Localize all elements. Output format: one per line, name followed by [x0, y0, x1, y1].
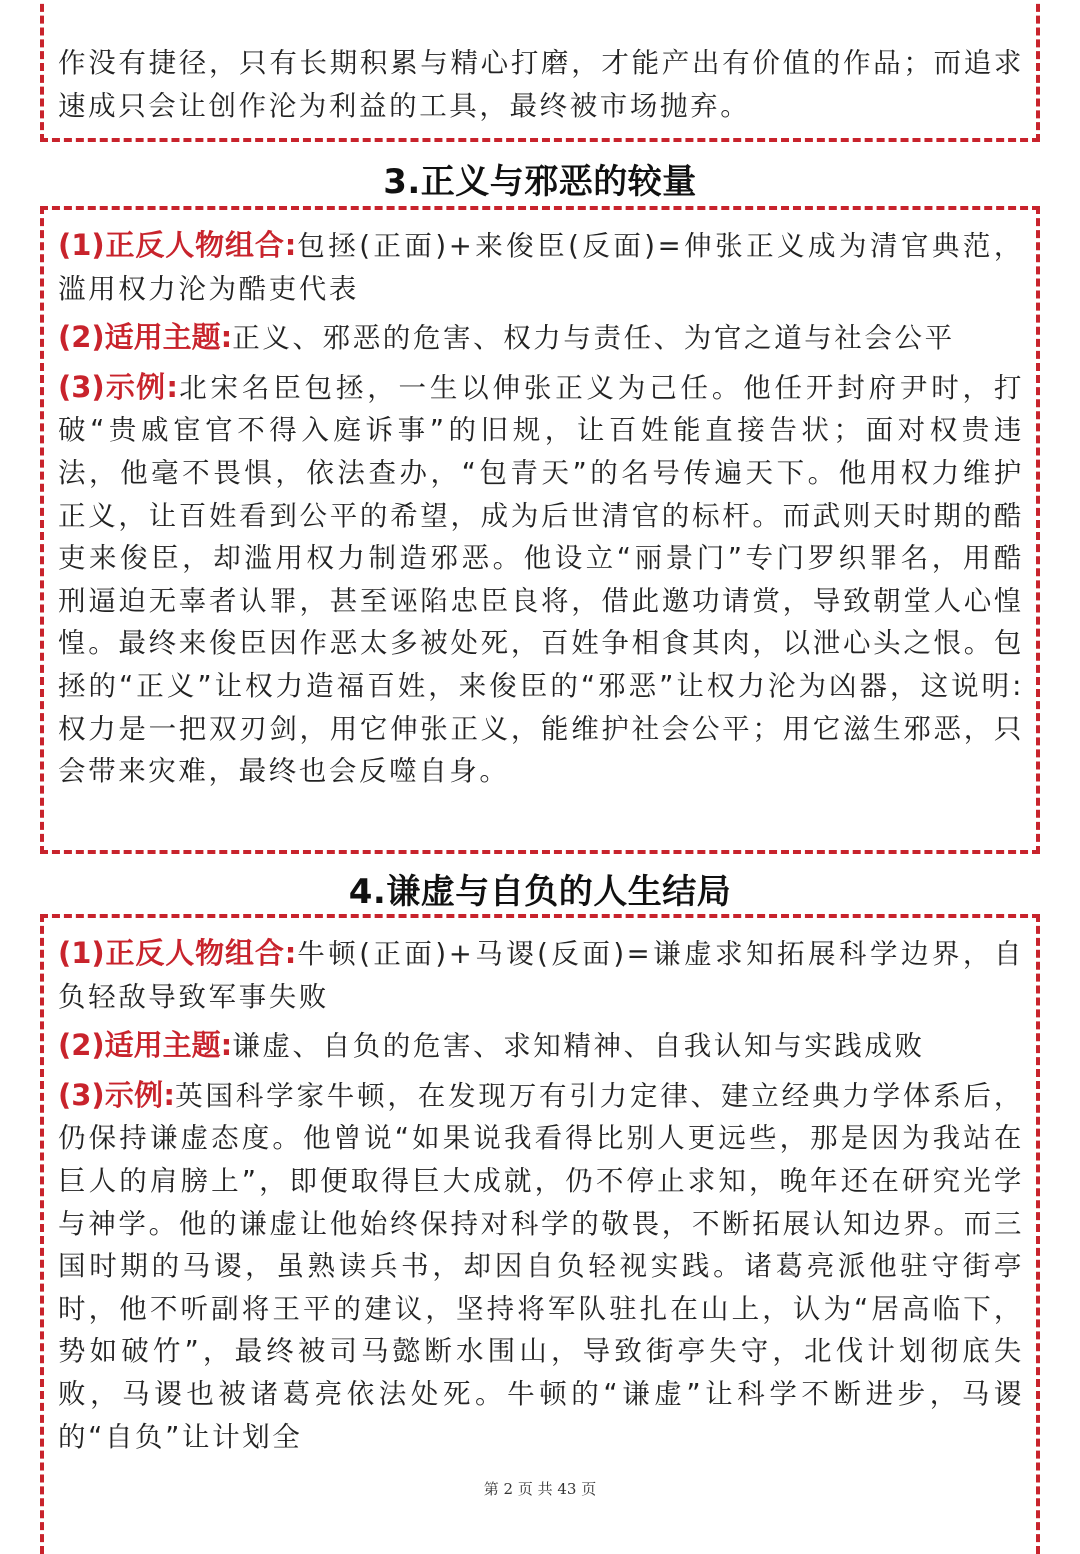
section-4-item-example	[58, 1074, 1024, 1458]
section-4-content	[58, 932, 1024, 1464]
section-3-box	[40, 206, 1040, 854]
item-text: 英国科学家牛顿，在发现万有引力定律、建立经典力学体系后，仍保持谦虚态度。他曾说“如果说我看得比别人更远些，那是因为我站在巨人的肩膀上”，即便取得巨大成就，仍不停止求知，晚年还在研究光学与神学。他的谦虚让他始终保持对科学的敬畏，不断拓展认知边界。而三国时期的马谡，虽熟读兵书，却因自负轻视实践。诸葛亮派他驻守街亭时，他不听副将王平的建议，坚持将军队驻扎在山上，认为“居高临下，势如破竹”，最终被司马懿断水围山，导致街亭失守，北伐计划彻底失败，马谡也被诸葛亮依法处死。牛顿的“谦虚”让科学不断进步，马谡的“自负”让计划全	[58, 1079, 1024, 1453]
section-4-item-combination	[58, 932, 1024, 1018]
item-text: 包拯(正面)+来俊臣(反面)=伸张正义成为清官典范，滥用权力沦为酷吏代表	[58, 230, 1024, 305]
item-text: 北宋名臣包拯，一生以伸张正义为己任。他任开封府尹时，打破“贵戚宦官不得入庭诉事”的旧规，让百姓能直接告状；面对权贵违法，他毫不畏惧，依法查办，“包青天”的名号传遍天下。他用权力维护正义，让百姓看到公平的希望，成为后世清官的标杆。而武则天时期的酷吏来俊臣，却滥用权力制造邪恶。他设立“丽景门”专门罗织罪名，用酷刑逼迫无辜者认罪，甚至诬陷忠臣良将，借此邀功请赏，导致朝堂人心惶惶。最终来俊臣因作恶太多被处死，百姓争相食其肉，以泄心头之恨。包拯的“正义”让权力造福百姓，来俊臣的“邪恶”让权力沦为凶器，这说明:权力是一把双刃剑，用它伸张正义，能维护社会公平；用它滋生邪恶，只会带来灾难，最终也会反噬自身。	[58, 371, 1024, 788]
continuation-text-block	[58, 42, 1024, 133]
item-text: 谦虚、自负的危害、求知精神、自我认知与实践成败	[232, 1030, 925, 1063]
section-4-heading: 4.谦虚与自负的人生结局	[348, 872, 732, 912]
item-text: 牛顿(正面)+马谡(反面)=谦虚求知拓展科学边界，自负轻敌导致军事失败	[58, 938, 1024, 1013]
item-label: (1)正反人物组合:	[58, 936, 297, 970]
item-label: (3)示例:	[58, 369, 178, 404]
section-3-item-combination	[58, 224, 1024, 310]
section-3-item-theme	[58, 316, 1024, 360]
item-label: (3)示例:	[58, 1077, 175, 1112]
section-3-content	[58, 224, 1024, 799]
page-number-footer: 第 2 页 共 43 页	[483, 1480, 597, 1498]
item-label: (1)正反人物组合:	[58, 228, 297, 262]
item-label: (2)适用主题:	[58, 320, 233, 355]
section-4-box	[40, 914, 1040, 1554]
continuation-paragraph: 作没有捷径，只有长期积累与精心打磨，才能产出有价值的作品；而追求速成只会让创作沦为利益的工具，最终被市场抛弃。	[58, 47, 1024, 122]
continuation-box	[40, 0, 1040, 142]
item-label: (2)适用主题:	[58, 1028, 233, 1063]
section-3-heading: 3.正义与邪恶的较量	[383, 162, 697, 202]
section-3-item-example	[58, 366, 1024, 793]
section-4-item-theme	[58, 1024, 1024, 1068]
item-text: 正义、邪恶的危害、权力与责任、为官之道与社会公平	[232, 322, 955, 355]
